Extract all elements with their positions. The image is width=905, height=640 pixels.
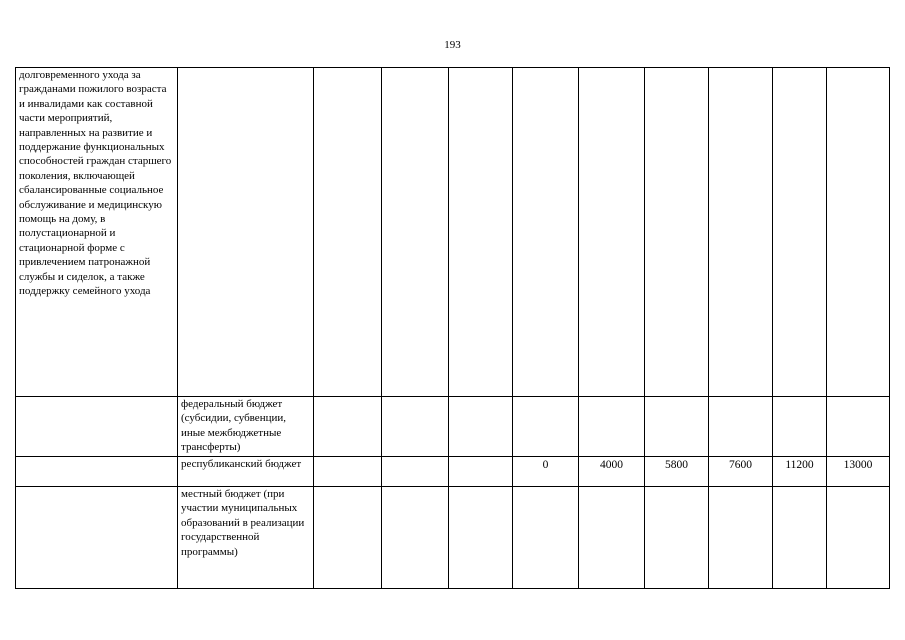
funding-source-cell: местный бюджет (при участии муниципальных образований в реализации государственной программы) [178, 487, 314, 589]
table-cell [314, 457, 382, 487]
value-cell: 7600 [709, 457, 773, 487]
table-row [16, 457, 890, 487]
table-cell [827, 68, 890, 397]
table-cell [645, 397, 709, 457]
table-cell [382, 68, 449, 397]
value-cell: 13000 [827, 457, 890, 487]
table-cell [382, 397, 449, 457]
table-row [16, 397, 890, 457]
table-cell [382, 487, 449, 589]
table-cell [773, 68, 827, 397]
table-cell [579, 397, 645, 457]
table-cell [382, 457, 449, 487]
table-cell [513, 487, 579, 589]
table-cell [773, 397, 827, 457]
table-cell [645, 68, 709, 397]
table-cell [314, 487, 382, 589]
measure-description-cell [16, 397, 178, 457]
table-row [16, 487, 890, 589]
measure-description-cell: долговременного ухода за гражданами пожилого возраста и инвалидами как составной части мероприятий, направленных на развитие и поддержание функциональных способностей граждан старшего поколения, включающей сбалансированные социальное обслуживание и медицинскую помощь на дому, в полустационарной и стационарной форме с привлечением патронажной службы и сиделок, а также поддержку семейного ухода [16, 68, 178, 397]
table-cell [449, 487, 513, 589]
table-cell [827, 397, 890, 457]
measure-description-cell [16, 487, 178, 589]
table-cell [827, 487, 890, 589]
table-cell [773, 487, 827, 589]
value-cell: 0 [513, 457, 579, 487]
value-cell: 5800 [645, 457, 709, 487]
page-number: 193 [444, 39, 461, 51]
table-cell [645, 487, 709, 589]
funding-source-cell: федеральный бюджет (субсидии, субвенции, иные межбюджетные трансферты) [178, 397, 314, 457]
table-cell [513, 68, 579, 397]
table-cell [579, 487, 645, 589]
table-cell [513, 397, 579, 457]
table-row [16, 68, 890, 397]
value-cell: 11200 [773, 457, 827, 487]
table-cell [709, 68, 773, 397]
funding-source-cell: республиканский бюджет [178, 457, 314, 487]
table-cell [449, 457, 513, 487]
budget-table [15, 67, 890, 589]
table-cell [449, 68, 513, 397]
table-cell [449, 397, 513, 457]
measure-description-cell [16, 457, 178, 487]
table-cell [579, 68, 645, 397]
table-cell [314, 397, 382, 457]
table-cell [314, 68, 382, 397]
funding-source-cell [178, 68, 314, 397]
table-cell [709, 397, 773, 457]
table-cell [709, 487, 773, 589]
value-cell: 4000 [579, 457, 645, 487]
